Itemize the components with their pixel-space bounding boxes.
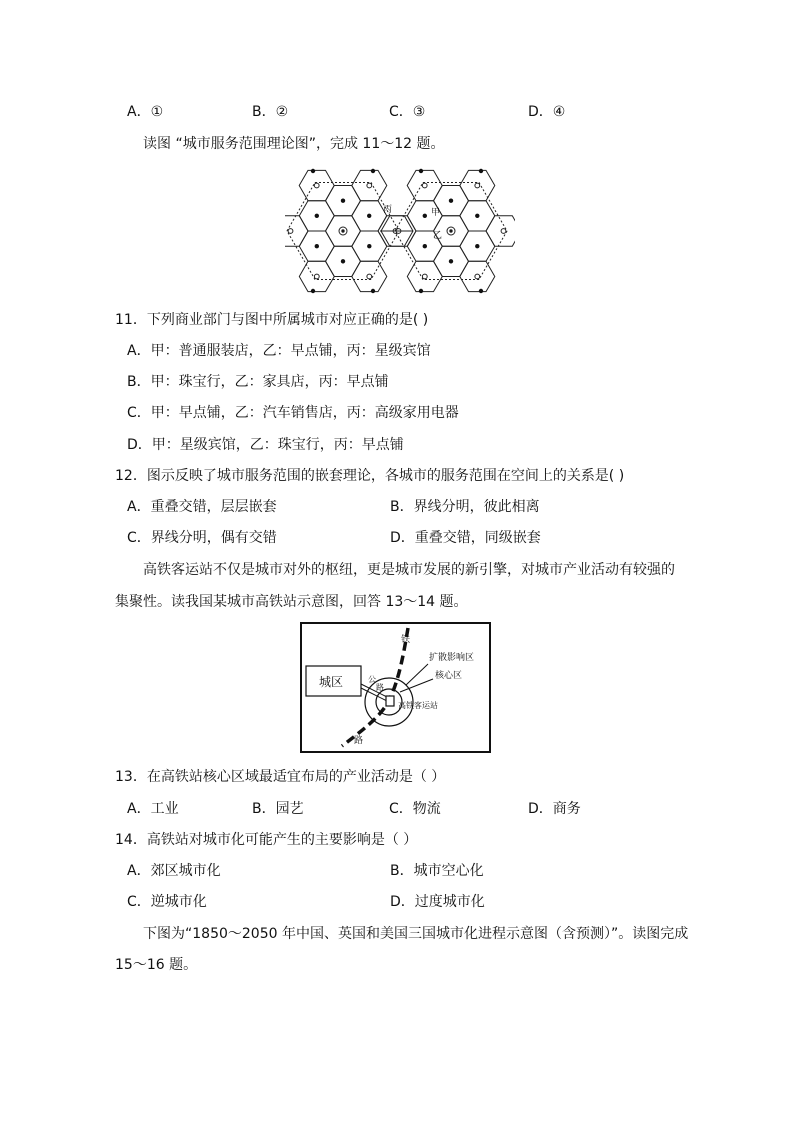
town-marker xyxy=(315,244,319,248)
town-marker xyxy=(475,244,479,248)
q11-option-c[interactable]: C．甲：早点铺，乙：汽车销售店，丙：高级家用电器 xyxy=(127,405,459,421)
q14-option-b[interactable]: B．城市空心化 xyxy=(390,863,484,879)
intro-13-14-line2: 集聚性。读我国某城市高铁站示意图，回答 13～14 题。 xyxy=(115,594,468,610)
town-marker xyxy=(371,169,375,173)
q13-stem: 13．在高铁站核心区域最适宜布局的产业活动是（ ） xyxy=(115,769,446,785)
town-marker xyxy=(475,214,479,218)
label-station: 高铁客运站 xyxy=(398,701,438,710)
q10-option-d[interactable]: D．④ xyxy=(528,104,566,120)
town-marker xyxy=(449,259,453,263)
village-marker xyxy=(501,229,506,234)
intro-13-14-line1: 高铁客运站不仅是城市对外的枢纽，更是城市发展的新引擎，对城市产业活动有较强的 xyxy=(143,562,675,578)
city-service-range-diagram xyxy=(285,163,515,298)
intro-11-12: 读图 “城市服务范围理论图”，完成 11～12 题。 xyxy=(143,136,445,152)
q11-stem: 11．下列商业部门与图中所属城市对应正确的是( ) xyxy=(115,312,429,328)
town-marker xyxy=(367,214,371,218)
q13-option-b[interactable]: B．园艺 xyxy=(252,801,304,817)
village-marker xyxy=(422,183,427,188)
town-marker xyxy=(371,289,375,293)
town-marker xyxy=(341,199,345,203)
q12-stem: 12．图示反映了城市服务范围的嵌套理论，各城市的服务范围在空间上的关系是( ) xyxy=(115,468,625,484)
town-marker xyxy=(315,214,319,218)
village-marker xyxy=(422,274,427,279)
village-marker xyxy=(475,183,480,188)
q10-option-a[interactable]: A．① xyxy=(127,104,164,120)
village-marker xyxy=(288,229,293,234)
q14-option-c[interactable]: C．逆城市化 xyxy=(127,894,207,910)
q10-option-c[interactable]: C．③ xyxy=(389,104,426,120)
intro-15-16-line1: 下图为“1850～2050 年中国、英国和美国三国城市化进程示意图（含预测）”。读图完成 xyxy=(143,926,689,942)
q13-option-d[interactable]: D．商务 xyxy=(528,801,581,817)
town-marker xyxy=(423,214,427,218)
town-marker xyxy=(479,289,483,293)
q11-option-b[interactable]: B．甲：珠宝行，乙：家具店，丙：早点铺 xyxy=(127,374,389,390)
label-gong: 公 xyxy=(368,675,376,684)
label-core: 核心区 xyxy=(435,671,463,681)
station-square xyxy=(386,696,394,706)
q14-option-a[interactable]: A．郊区城市化 xyxy=(127,863,221,879)
town-marker xyxy=(311,289,315,293)
town-marker xyxy=(341,259,345,263)
label-tie: 铁 xyxy=(401,635,411,645)
village-marker xyxy=(475,274,480,279)
high-speed-rail-station-diagram xyxy=(300,622,493,755)
village-marker xyxy=(314,274,319,279)
city-label: 城区 xyxy=(319,675,344,689)
q11-option-d[interactable]: D．甲：星级宾馆，乙：珠宝行，丙：早点铺 xyxy=(127,437,404,453)
town-marker xyxy=(479,169,483,173)
label-yi: 乙 xyxy=(433,231,443,241)
label-bing: 丙 xyxy=(383,205,393,215)
q14-option-d[interactable]: D．过度城市化 xyxy=(390,894,485,910)
label-road-lu: 路 xyxy=(376,683,384,692)
intro-15-16-line2: 15～16 题。 xyxy=(115,957,198,973)
label-spread: 扩散影响区 xyxy=(429,653,475,663)
q12-option-d[interactable]: D．重叠交错，同级嵌套 xyxy=(390,530,541,546)
q12-option-c[interactable]: C．界线分明，偶有交错 xyxy=(127,530,277,546)
village-marker xyxy=(367,274,372,279)
label-rail-lu: 路 xyxy=(354,736,364,746)
q12-option-b[interactable]: B．界线分明，彼此相离 xyxy=(390,499,540,515)
q14-stem: 14．高铁站对城市化可能产生的主要影响是（ ） xyxy=(115,832,418,848)
town-marker xyxy=(449,199,453,203)
town-marker xyxy=(311,169,315,173)
village-marker xyxy=(367,183,372,188)
q10-option-b[interactable]: B．② xyxy=(252,104,289,120)
town-marker xyxy=(423,244,427,248)
town-marker xyxy=(419,169,423,173)
town-marker xyxy=(419,289,423,293)
town-marker xyxy=(367,244,371,248)
label-jia: 甲 xyxy=(431,208,441,218)
village-marker xyxy=(314,183,319,188)
q13-option-c[interactable]: C．物流 xyxy=(389,801,441,817)
q12-option-a[interactable]: A．重叠交错，层层嵌套 xyxy=(127,499,277,515)
q13-option-a[interactable]: A．工业 xyxy=(127,801,179,817)
q11-option-a[interactable]: A．甲：普通服装店，乙：早点铺，丙：星级宾馆 xyxy=(127,343,431,359)
